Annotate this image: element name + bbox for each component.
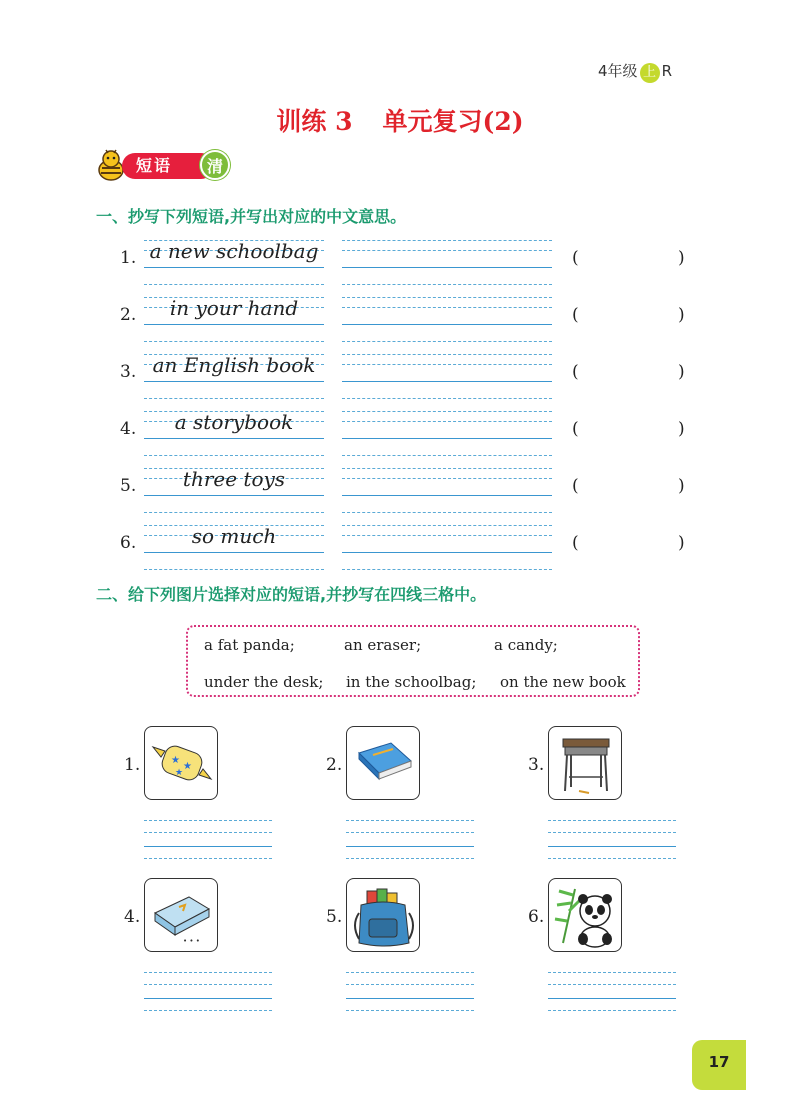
copy-lines-answer[interactable] [342,460,552,520]
copy-lines[interactable] [144,517,324,577]
paren-close: ) [678,248,685,268]
picture-number: 1. [124,755,141,775]
page-number: 17 [692,1040,746,1090]
phrase-row [120,460,700,520]
picture-card [346,726,420,800]
row-number: 3. [120,362,137,382]
title-topic: 单元复习(2) [382,107,524,136]
word-bank-item: a candy; [494,636,558,654]
part1-instruction: 一、抄写下列短语,并写出对应的中文意思。 [96,207,407,226]
paren-open: ( [572,533,579,553]
part2-instruction: 二、给下列图片选择对应的短语,并抄写在四线三格中。 [96,585,487,604]
row-number: 5. [120,476,137,496]
copy-lines-answer[interactable] [342,346,552,406]
picture-card [144,726,218,800]
paren-open: ( [572,476,579,496]
picture-number: 4. [124,907,141,927]
phrases-banner [92,144,232,184]
paren-open: ( [572,362,579,382]
paren-open: ( [572,419,579,439]
picture-number: 6. [528,907,545,927]
copy-lines-answer[interactable] [342,289,552,349]
paren-close: ) [678,476,685,496]
phrase-row [120,232,700,292]
svg-text:★: ★ [171,755,180,766]
edition-label: R [661,62,672,80]
paren-close: ) [678,305,685,325]
book-icon [347,727,420,800]
row-number: 1. [120,248,137,268]
writing-lines[interactable] [346,820,474,860]
term-badge: 上 [640,63,660,83]
phrase-row [120,289,700,349]
writing-lines[interactable] [548,820,676,860]
desk-icon [549,727,622,800]
copy-lines[interactable] [144,289,324,349]
svg-text:★: ★ [175,768,184,778]
word-bank-item: on the new book [500,673,626,691]
clear-badge: 清 [200,150,230,180]
picture-number: 5. [326,907,343,927]
row-number: 4. [120,419,137,439]
candy-icon [145,727,218,800]
copy-lines[interactable] [144,346,324,406]
writing-lines[interactable] [144,972,272,1012]
grade-label [598,60,672,83]
paren-open: ( [572,248,579,268]
copy-lines-answer[interactable] [342,517,552,577]
phrase-row [120,517,700,577]
word-bank [186,625,640,697]
phrase-text: so much [191,524,277,548]
phrase-text: an English book [152,353,316,377]
row-number: 2. [120,305,137,325]
copy-lines[interactable] [144,460,324,520]
word-bank-item: in the schoolbag; [346,673,477,691]
phrase-text: a new schoolbag [149,239,319,263]
phrase-text: three toys [182,467,286,491]
paren-open: ( [572,305,579,325]
grade-prefix: 4年级 [598,62,638,80]
paren-close: ) [678,362,685,382]
phrase-text: a storybook [174,410,294,434]
picture-card [346,878,420,952]
picture-number: 2. [326,755,343,775]
writing-lines[interactable] [144,820,272,860]
writing-lines[interactable] [548,972,676,1012]
copy-lines-answer[interactable] [342,232,552,292]
row-number: 6. [120,533,137,553]
schoolbag-icon [347,879,420,952]
copy-lines[interactable] [144,232,324,292]
picture-number: 3. [528,755,545,775]
picture-card [144,878,218,952]
svg-text:• • •: • • • [183,937,200,945]
word-bank-item: a fat panda; [204,636,295,654]
writing-lines[interactable] [346,972,474,1012]
title-lesson: 训练 3 [276,107,353,136]
svg-text:★: ★ [183,761,192,772]
picture-card [548,726,622,800]
page-title [0,102,800,138]
panda-icon [549,879,622,952]
word-bank-item: under the desk; [204,673,324,691]
paren-close: ) [678,533,685,553]
phrase-row [120,403,700,463]
picture-card [548,878,622,952]
phrase-row [120,346,700,406]
phrase-text: in your hand [169,296,299,320]
phrases-label: 短语 [122,153,214,179]
paren-close: ) [678,419,685,439]
word-bank-item: an eraser; [344,636,422,654]
copy-lines-answer[interactable] [342,403,552,463]
copy-lines[interactable] [144,403,324,463]
eraser-icon [145,879,218,952]
